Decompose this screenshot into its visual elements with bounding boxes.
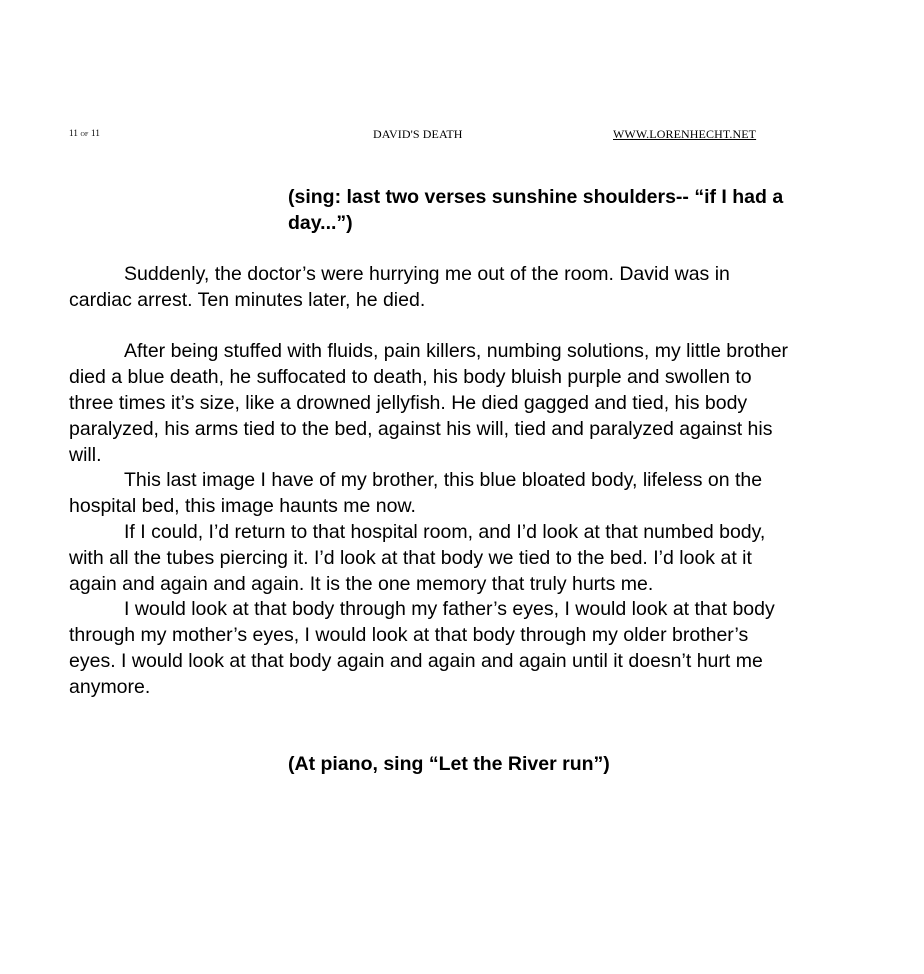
body-text [69,262,789,701]
stage-direction-opening: (sing: last two verses sunshine shoulders-- “if I had a day...”) [288,186,784,234]
website-link[interactable]: WWW.LORENHECHT.NET [613,127,757,141]
paragraph: This last image I have of my brother, this blue bloated body, lifeless on the hospital bed, this image haunts me now. [69,469,763,518]
paragraph: I would look at that body through my father’s eyes, I would look at that body through my mother’s eyes, I would look at that body through my older brother’s eyes. I would look at that body again and again and again until it doesn’t hurt me anymore. [69,598,775,698]
paragraph: Suddenly, the doctor’s were hurrying me out of the room. David was in cardiac arrest. Ten minutes later, he died. [69,263,730,311]
stage-direction-closing: (At piano, sing “Let the River run”) [288,753,610,775]
paragraph: If I could, I’d return to that hospital room, and I’d look at that numbed body, with all the tubes piercing it. I’d look at that body we tied to the bed. I’d look at it again and again and again. It is the one memory that truly hurts me. [69,520,766,595]
page-number: 11 of 11 [69,128,101,138]
document-title: DAVID'S DEATH [373,127,463,141]
paragraph: After being stuffed with fluids, pain killers, numbing solutions, my little brother died a blue death, he suffocated to death, his body bluish purple and swollen to three times it’s size, like a drowned jellyfish. He died gagged and tied, his body paralyzed, his arms tied to the bed, against his will, tied and paralyzed against his will. [69,340,789,466]
page-header [0,127,924,143]
